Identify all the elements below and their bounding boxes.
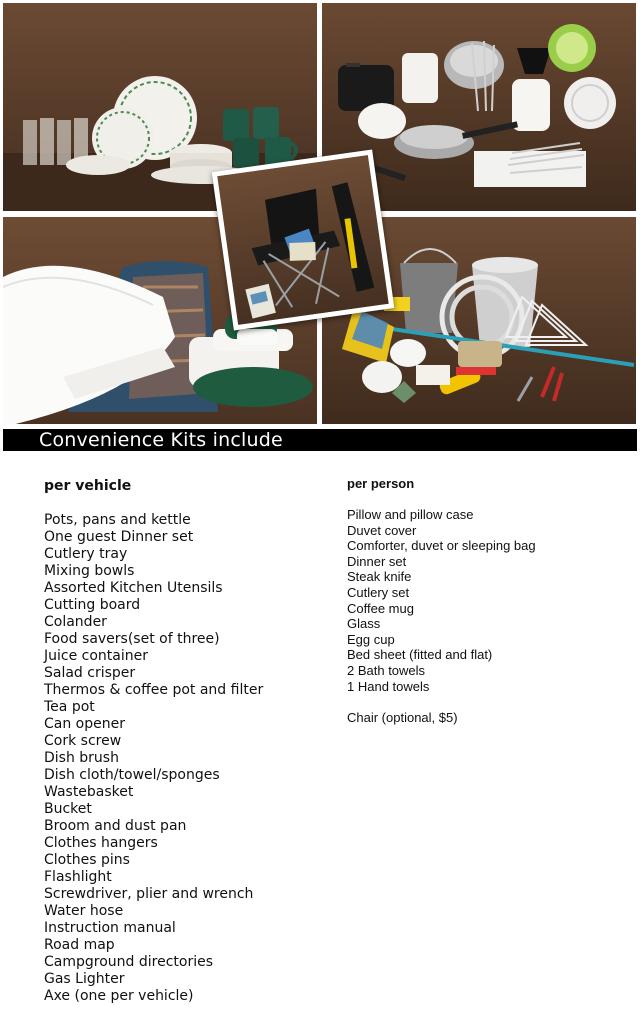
list-item: 2 Bath towels	[347, 662, 426, 678]
per-vehicle-column	[44, 478, 334, 1005]
list-item: Axe (one per vehicle)	[44, 988, 194, 1004]
list-item: Can opener	[44, 716, 125, 732]
list-item: Mixing bowls	[44, 563, 135, 579]
list-item: Bucket	[44, 801, 92, 817]
list-item: Salad crisper	[44, 665, 136, 681]
list-item: Tea pot	[44, 699, 95, 715]
list-item: Cutting board	[44, 597, 141, 613]
list-item: Water hose	[44, 903, 124, 919]
list-item: Road map	[44, 937, 115, 953]
list-item: Campground directories	[44, 954, 214, 970]
per-person-list	[347, 507, 627, 694]
list-item: Assorted Kitchen Utensils	[44, 580, 223, 596]
list-item: Thermos & coffee pot and filter	[44, 682, 264, 698]
chair-optional-note: Chair (optional, $5)	[347, 710, 458, 726]
list-item: Cork screw	[44, 733, 122, 749]
list-item: Dish cloth/towel/sponges	[44, 767, 220, 783]
list-item: Screwdriver, plier and wrench	[44, 886, 254, 902]
list-item: Colander	[44, 614, 107, 630]
list-item: Instruction manual	[44, 920, 176, 936]
per-vehicle-list	[44, 512, 334, 1005]
list-item: Clothes hangers	[44, 835, 158, 851]
per-person-heading: per person	[347, 476, 415, 491]
list-item: Cutlery tray	[44, 546, 128, 562]
list-item: 1 Hand towels	[347, 678, 430, 694]
per-vehicle-heading: per vehicle	[44, 478, 132, 494]
list-item: Pots, pans and kettle	[44, 512, 191, 528]
section-banner: Convenience Kits include	[3, 429, 637, 451]
list-item: Comforter, duvet or sleeping bag	[347, 538, 536, 554]
list-item: Coffee mug	[347, 600, 414, 616]
per-person-column	[347, 476, 627, 726]
folding-chair-photo	[212, 150, 395, 331]
product-photo-collage	[0, 0, 640, 428]
list-item: Flashlight	[44, 869, 112, 885]
list-item: Dinner set	[347, 553, 407, 569]
list-item: Steak knife	[347, 569, 412, 585]
list-item: Bed sheet (fitted and flat)	[347, 647, 493, 663]
list-item: Food savers(set of three)	[44, 631, 220, 647]
list-item: Egg cup	[347, 631, 395, 647]
list-item: Cutlery set	[347, 584, 410, 600]
list-item: One guest Dinner set	[44, 529, 194, 545]
list-item: Broom and dust pan	[44, 818, 187, 834]
list-item: Dish brush	[44, 750, 119, 766]
list-item: Glass	[347, 616, 381, 632]
list-item: Juice container	[44, 648, 148, 664]
list-item: Duvet cover	[347, 522, 417, 538]
list-item: Wastebasket	[44, 784, 134, 800]
list-item: Gas Lighter	[44, 971, 125, 987]
list-item: Clothes pins	[44, 852, 130, 868]
list-item: Pillow and pillow case	[347, 507, 474, 522]
